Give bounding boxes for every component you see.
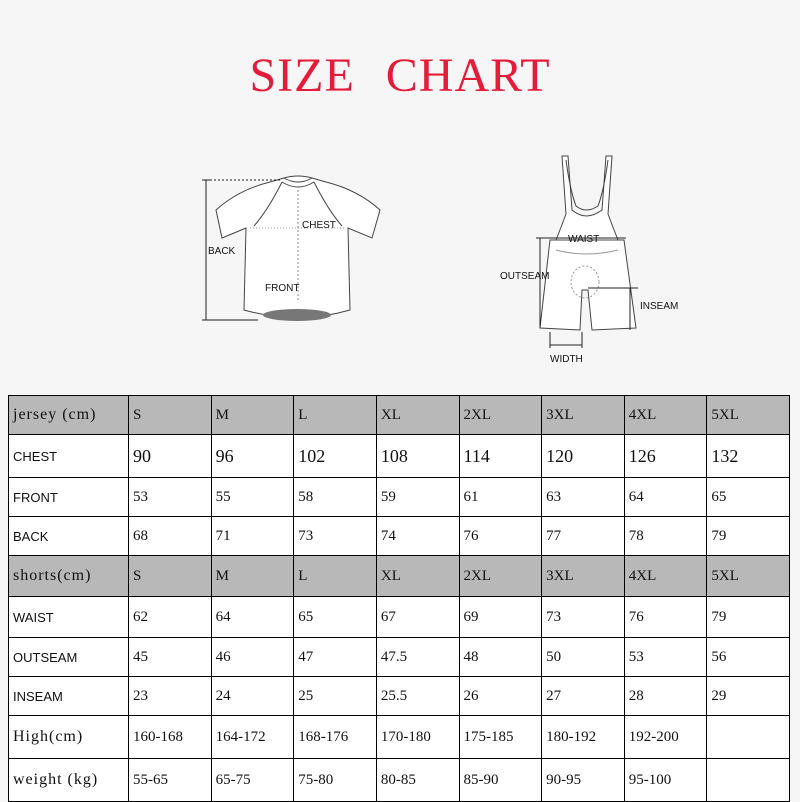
table-cell: 126 bbox=[624, 435, 707, 478]
size-table bbox=[8, 395, 790, 802]
table-cell: 95-100 bbox=[624, 759, 707, 802]
table-cell: 23 bbox=[129, 677, 212, 716]
table-cell: L bbox=[294, 556, 377, 597]
table-row bbox=[9, 677, 790, 716]
table-cell bbox=[707, 716, 790, 759]
table-cell: 74 bbox=[376, 517, 459, 556]
table-cell: 61 bbox=[459, 478, 542, 517]
outseam-label: OUTSEAM bbox=[500, 271, 550, 282]
table-cell: 55 bbox=[211, 478, 294, 517]
table-cell: 47.5 bbox=[376, 638, 459, 677]
table-cell: 168-176 bbox=[294, 716, 377, 759]
table-cell: 68 bbox=[129, 517, 212, 556]
table-cell: 50 bbox=[542, 638, 625, 677]
table-cell: 96 bbox=[211, 435, 294, 478]
table-cell: 24 bbox=[211, 677, 294, 716]
table-cell: 76 bbox=[459, 517, 542, 556]
table-cell: 170-180 bbox=[376, 716, 459, 759]
table-cell: 46 bbox=[211, 638, 294, 677]
table-cell: 164-172 bbox=[211, 716, 294, 759]
table-cell: 120 bbox=[542, 435, 625, 478]
front-label: FRONT bbox=[265, 283, 300, 294]
row-label: OUTSEAM bbox=[9, 638, 129, 677]
table-cell: 114 bbox=[459, 435, 542, 478]
table-cell: 56 bbox=[707, 638, 790, 677]
table-cell: 2XL bbox=[459, 556, 542, 597]
table-cell: 73 bbox=[294, 517, 377, 556]
table-cell: 79 bbox=[707, 597, 790, 638]
table-row bbox=[9, 517, 790, 556]
table-header-row bbox=[9, 396, 790, 435]
table-cell: 28 bbox=[624, 677, 707, 716]
table-cell: 4XL bbox=[624, 396, 707, 435]
table-cell: 192-200 bbox=[624, 716, 707, 759]
table-cell: 108 bbox=[376, 435, 459, 478]
table-cell: 71 bbox=[211, 517, 294, 556]
table-cell: 58 bbox=[294, 478, 377, 517]
table-cell: 79 bbox=[707, 517, 790, 556]
table-cell: 47 bbox=[294, 638, 377, 677]
table-cell: 160-168 bbox=[129, 716, 212, 759]
table-cell: 3XL bbox=[542, 556, 625, 597]
table-cell: 64 bbox=[211, 597, 294, 638]
table-cell: 69 bbox=[459, 597, 542, 638]
table-cell: XL bbox=[376, 396, 459, 435]
table-cell: 53 bbox=[624, 638, 707, 677]
width-label: WIDTH bbox=[550, 354, 583, 365]
table-cell: 76 bbox=[624, 597, 707, 638]
table-cell: 180-192 bbox=[542, 716, 625, 759]
chest-label: CHEST bbox=[302, 220, 336, 231]
table-cell: 25.5 bbox=[376, 677, 459, 716]
table-cell: 102 bbox=[294, 435, 377, 478]
table-row bbox=[9, 478, 790, 517]
table-cell: 80-85 bbox=[376, 759, 459, 802]
table-cell: M bbox=[211, 556, 294, 597]
row-label: jersey (cm) bbox=[9, 396, 129, 435]
table-cell: 48 bbox=[459, 638, 542, 677]
table-cell: 59 bbox=[376, 478, 459, 517]
table-cell: 55-65 bbox=[129, 759, 212, 802]
table-cell: 175-185 bbox=[459, 716, 542, 759]
row-label: WAIST bbox=[9, 597, 129, 638]
inseam-label: INSEAM bbox=[640, 301, 679, 312]
table-cell: 26 bbox=[459, 677, 542, 716]
table-cell: 64 bbox=[624, 478, 707, 517]
table-cell: 3XL bbox=[542, 396, 625, 435]
table-cell: 65 bbox=[707, 478, 790, 517]
table-cell: 65-75 bbox=[211, 759, 294, 802]
table-row bbox=[9, 759, 790, 802]
row-label: High(cm) bbox=[9, 716, 129, 759]
table-cell: 62 bbox=[129, 597, 212, 638]
page-title: SIZE CHART bbox=[249, 49, 551, 102]
table-cell: 90 bbox=[129, 435, 212, 478]
row-label: INSEAM bbox=[9, 677, 129, 716]
table-cell: 45 bbox=[129, 638, 212, 677]
table-cell: 29 bbox=[707, 677, 790, 716]
table-row bbox=[9, 435, 790, 478]
row-label: shorts(cm) bbox=[9, 556, 129, 597]
table-row bbox=[9, 597, 790, 638]
table-cell: M bbox=[211, 396, 294, 435]
row-label: BACK bbox=[9, 517, 129, 556]
waist-label: WAIST bbox=[568, 234, 600, 245]
table-cell: XL bbox=[376, 556, 459, 597]
jersey-diagram bbox=[198, 170, 398, 330]
table-cell: 90-95 bbox=[542, 759, 625, 802]
row-label: weight (kg) bbox=[9, 759, 129, 802]
row-label: FRONT bbox=[9, 478, 129, 517]
table-cell: S bbox=[129, 556, 212, 597]
table-cell: 67 bbox=[376, 597, 459, 638]
table-cell: L bbox=[294, 396, 377, 435]
table-cell: 27 bbox=[542, 677, 625, 716]
bib-shorts-diagram bbox=[496, 150, 696, 370]
table-cell: 5XL bbox=[707, 396, 790, 435]
table-cell: 75-80 bbox=[294, 759, 377, 802]
table-cell: 73 bbox=[542, 597, 625, 638]
table-cell: S bbox=[129, 396, 212, 435]
table-cell: 85-90 bbox=[459, 759, 542, 802]
table-cell: 63 bbox=[542, 478, 625, 517]
table-cell: 53 bbox=[129, 478, 212, 517]
table-cell: 5XL bbox=[707, 556, 790, 597]
table-cell: 25 bbox=[294, 677, 377, 716]
table-cell bbox=[707, 759, 790, 802]
table-cell: 132 bbox=[707, 435, 790, 478]
table-cell: 4XL bbox=[624, 556, 707, 597]
table-row bbox=[9, 638, 790, 677]
table-cell: 78 bbox=[624, 517, 707, 556]
back-label: BACK bbox=[208, 246, 236, 257]
table-row bbox=[9, 716, 790, 759]
table-cell: 2XL bbox=[459, 396, 542, 435]
table-cell: 65 bbox=[294, 597, 377, 638]
table-header-row bbox=[9, 556, 790, 597]
table-cell: 77 bbox=[542, 517, 625, 556]
row-label: CHEST bbox=[9, 435, 129, 478]
